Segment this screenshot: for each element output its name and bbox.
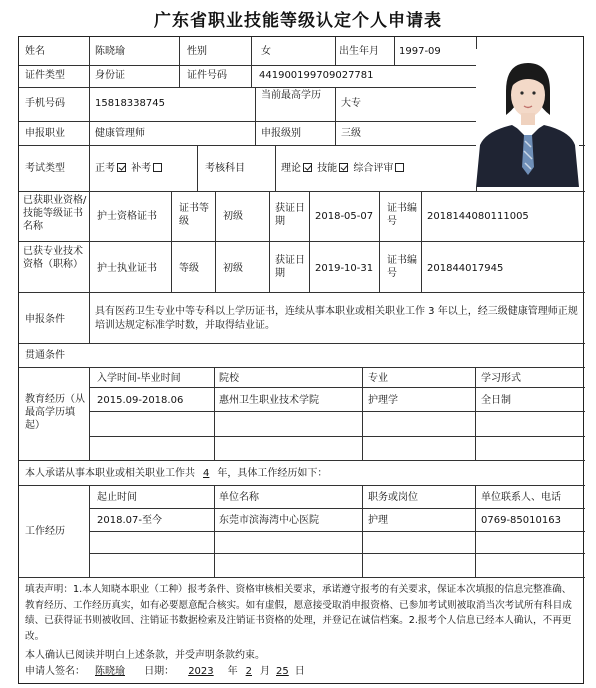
edu-row-time: 2015.09-2018.06 <box>97 395 184 406</box>
edu-header-time: 入学时间-毕业时间 <box>97 373 181 384</box>
phone-value: 15818338745 <box>95 98 165 109</box>
confirmation-text: 本人确认已阅读并明白上述条款，并受声明条款约束。 <box>25 650 265 661</box>
cert2-date-label: 获证日期 <box>275 255 305 279</box>
id-type-value: 身份证 <box>95 70 125 81</box>
commitment-prefix: 本人承诺从事本职业或相关职业工作共 <box>25 468 195 479</box>
work-header-contact: 单位联系人、电话 <box>481 492 561 503</box>
date-year: 2023 <box>188 666 214 677</box>
subject-review-label: 综合评审 <box>353 163 394 174</box>
commitment-years: 4 <box>203 468 210 479</box>
edu-row-major: 护理学 <box>368 395 398 406</box>
signature-line <box>25 665 305 678</box>
concession-label: 贯通条件 <box>25 350 65 361</box>
cert1-label: 已获职业资格/技能等级证书名称 <box>23 195 87 232</box>
exam-makeup-checkbox[interactable] <box>153 163 162 172</box>
edu-value: 大专 <box>341 98 361 109</box>
work-header-position: 职务或岗位 <box>368 492 418 503</box>
cert2-no-label: 证书编号 <box>387 255 417 279</box>
edu-row-mode: 全日制 <box>481 395 511 406</box>
exam-makeup-label: 补考 <box>131 163 152 174</box>
id-type-label: 证件类型 <box>25 70 65 81</box>
form-title: 广东省职业技能等级认定个人申请表 <box>154 11 442 31</box>
cert1-level-label: 证书等级 <box>179 203 209 227</box>
name-label: 姓名 <box>25 46 45 57</box>
exam-type-options <box>95 162 164 175</box>
exam-type-label: 考试类型 <box>25 163 65 174</box>
edu-header-school: 院校 <box>219 373 239 384</box>
commitment-suffix: 年，具体工作经历如下： <box>217 468 328 479</box>
edu-row-school: 惠州卫生职业技术学院 <box>219 395 319 406</box>
work-row-time: 2018.07-至今 <box>97 515 162 526</box>
gender-value: 女 <box>261 46 271 57</box>
cert1-no: 2018144080111005 <box>427 211 529 222</box>
work-header-time: 起止时间 <box>97 492 137 503</box>
date-month: 2 <box>245 666 253 677</box>
work-label: 工作经历 <box>25 526 65 537</box>
level-label: 申报级别 <box>261 128 301 139</box>
signature-label: 申请人签名： <box>25 666 85 677</box>
subject-review-checkbox[interactable] <box>395 163 404 172</box>
cert1-date-label: 获证日期 <box>275 203 305 227</box>
date-day: 25 <box>276 666 289 677</box>
date-label: 日期： <box>144 666 175 677</box>
cert2-level: 初级 <box>223 263 243 274</box>
work-row-contact: 0769-85010163 <box>481 515 561 526</box>
edu-label: 当前最高学历 <box>261 90 321 101</box>
exam-normal-label: 正考 <box>95 163 115 174</box>
birth-label: 出生年月 <box>339 46 379 57</box>
cert2-label: 已获专业技术资格（职称） <box>23 246 83 270</box>
level-value: 三级 <box>341 128 361 139</box>
subject-options <box>281 162 406 175</box>
subject-skill-label: 技能 <box>317 163 338 174</box>
cert1-no-label: 证书编号 <box>387 203 417 227</box>
work-row-org: 东莞市滨海湾中心医院 <box>219 515 319 526</box>
work-row-position: 护理 <box>368 515 388 526</box>
id-no-value: 441900199709027781 <box>259 70 374 81</box>
phone-label: 手机号码 <box>25 98 65 109</box>
subject-theory-label: 理论 <box>281 163 301 174</box>
cert2-level-label: 等级 <box>179 263 199 274</box>
cert1-date: 2018-05-07 <box>315 211 374 222</box>
job-value: 健康管理师 <box>95 128 145 139</box>
work-header-org: 单位名称 <box>219 492 259 503</box>
name-value: 陈晓瑜 <box>95 46 125 57</box>
conditions-text: 具有医药卫生专业中等专科以上学历证书，连续从事本职业或相关职业工作 3 年以上，经三级健康管理师正规培训达规定标准学时数，并取得结业证。 <box>95 306 578 331</box>
exam-normal-checkbox[interactable] <box>117 163 126 172</box>
year-char: 年 <box>227 666 238 677</box>
subject-label: 考核科目 <box>205 163 245 174</box>
subject-skill-checkbox[interactable] <box>339 163 348 172</box>
signature-name: 陈晓瑜 <box>95 666 125 677</box>
portrait-image <box>476 49 579 187</box>
cert2-name: 护士执业证书 <box>97 263 157 274</box>
applicant-photo <box>476 49 579 187</box>
cert2-no: 201844017945 <box>427 263 504 274</box>
job-label: 申报职业 <box>25 128 65 139</box>
edu-header-major: 专业 <box>368 373 388 384</box>
subject-theory-checkbox[interactable] <box>303 163 312 172</box>
declaration-text: 填表声明：1.本人知晓本职业（工种）报考条件、资格审核相关要求，承诺遵守报考的有关要求，保证本次填报的信息完整准确、教育经历、工作经历真实，如有必要愿意配合核实。如有虚假，愿意接受取消申报资格、已参加考试则被取消当次考试所有科目成绩、已获得证书则被收回、注销证书数据检索及注销证书资格的处理，并登记在诚信档案。2.报考个人信息已经本人确认，不再更改。 <box>25 584 572 642</box>
conditions-label: 申报条件 <box>25 314 65 325</box>
cert1-name: 护士资格证书 <box>97 211 157 222</box>
edu-header-mode: 学习形式 <box>481 373 521 384</box>
birth-value: 1997-09 <box>399 46 441 57</box>
month-char: 月 <box>260 666 271 677</box>
id-no-label: 证件号码 <box>187 70 227 81</box>
gender-label: 性别 <box>187 46 207 57</box>
education-label: 教育经历（从最高学历填起） <box>25 394 85 431</box>
cert2-date: 2019-10-31 <box>315 263 374 274</box>
form-table <box>18 36 584 684</box>
cert1-level: 初级 <box>223 211 243 222</box>
day-char: 日 <box>294 666 305 677</box>
commitment-text <box>25 467 327 480</box>
